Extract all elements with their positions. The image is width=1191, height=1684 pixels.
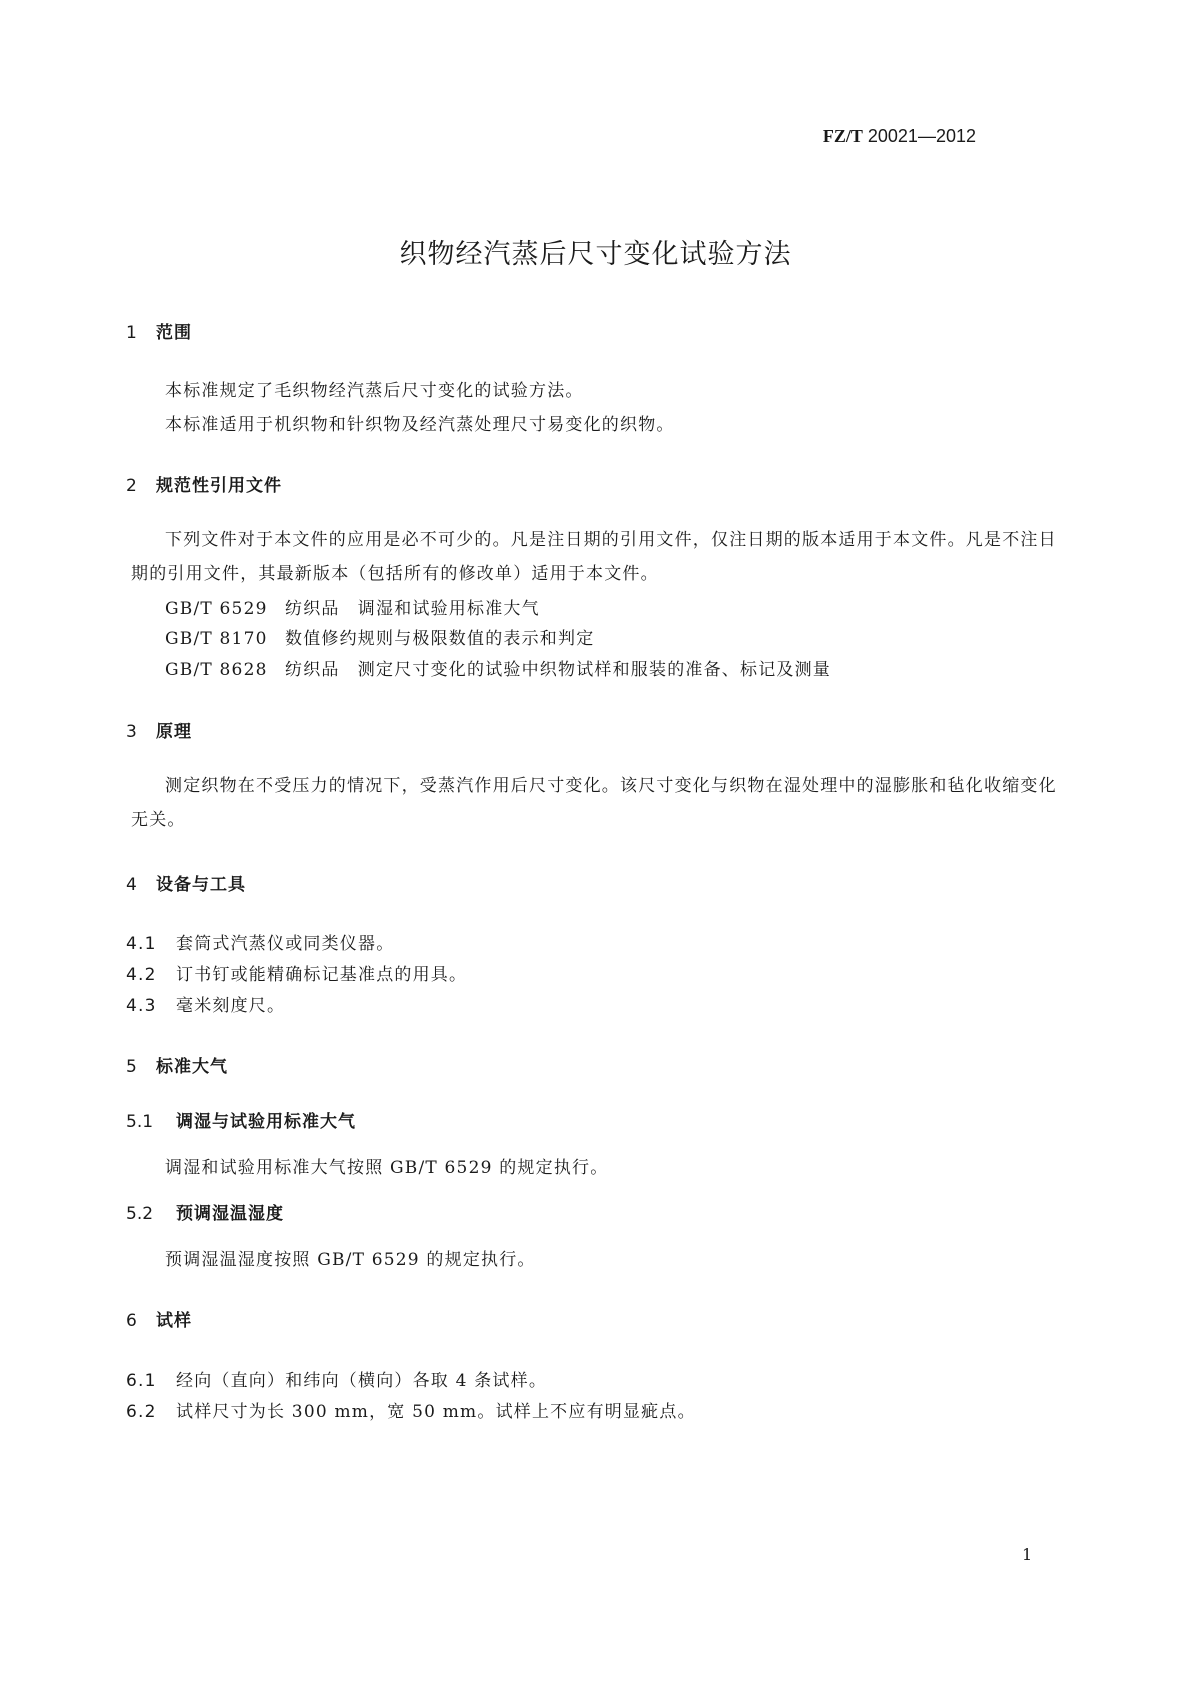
specimen-item: [126, 1397, 696, 1422]
section-3-heading: [126, 717, 192, 742]
reference-title: 纺织品 调湿和试验用标准大气: [285, 599, 540, 619]
equipment-item: [126, 991, 285, 1016]
equipment-item: [126, 929, 394, 954]
scope-paragraph-1: 本标准规定了毛织物经汽蒸后尺寸变化的试验方法。: [165, 381, 584, 401]
section-number: 3: [126, 722, 137, 742]
clause-text: 经向（直向）和纬向（横向）各取 4 条试样。: [176, 1371, 548, 1391]
scope-paragraph-2: 本标准适用于机织物和针织物及经汽蒸处理尺寸易变化的织物。: [165, 415, 675, 435]
standard-code: 20021—2012: [867, 126, 976, 146]
clause-number: 4.2: [126, 965, 157, 985]
reference-item: [165, 594, 540, 619]
section-title: 试样: [156, 1311, 192, 1331]
clause-text: 试样尺寸为长 300 mm，宽 50 mm。试样上不应有明显疵点。: [176, 1402, 696, 1422]
reference-title: 数值修约规则与极限数值的表示和判定: [285, 629, 595, 649]
section-title: 标准大气: [156, 1057, 228, 1077]
clause-number: 4.3: [126, 996, 157, 1016]
reference-code: GB/T 8170: [165, 629, 268, 649]
clause-text: 订书钉或能精确标记基准点的用具。: [176, 965, 468, 985]
page-number: 1: [1022, 1545, 1033, 1564]
section-6-heading: [126, 1306, 192, 1331]
section-1-heading: [126, 318, 192, 343]
standard-number: [823, 126, 976, 147]
subsection-title: 调湿与试验用标准大气: [176, 1112, 356, 1132]
specimen-item: [126, 1366, 547, 1391]
section-title: 设备与工具: [156, 875, 246, 895]
principle-paragraph: 测定织物在不受压力的情况下，受蒸汽作用后尺寸变化。该尺寸变化与织物在湿处理中的湿膨胀和毡化收缩变化无关。: [131, 776, 1057, 830]
section-title: 范围: [156, 323, 192, 343]
document-title: 织物经汽蒸后尺寸变化试验方法: [399, 239, 792, 270]
section-number: 6: [126, 1311, 137, 1331]
section-title: 原理: [156, 722, 192, 742]
subsection-title: 预调湿温湿度: [176, 1204, 284, 1224]
subsection-number: 5.1: [126, 1112, 154, 1132]
clause-text: 套筒式汽蒸仪或同类仪器。: [176, 934, 395, 954]
reference-item: [165, 624, 594, 649]
subsection-5-1-paragraph: 调湿和试验用标准大气按照 GB/T 6529 的规定执行。: [165, 1158, 609, 1178]
section-number: 1: [126, 323, 137, 343]
subsection-5-2-heading: [126, 1199, 284, 1224]
section-5-heading: [126, 1052, 228, 1077]
clause-text: 毫米刻度尺。: [176, 996, 286, 1016]
section-number: 5: [126, 1057, 137, 1077]
section-4-heading: [126, 870, 246, 895]
subsection-number: 5.2: [126, 1204, 154, 1224]
reference-code: GB/T 8628: [165, 660, 268, 680]
equipment-item: [126, 960, 467, 985]
clause-number: 6.1: [126, 1371, 157, 1391]
section-number: 2: [126, 476, 137, 496]
section-title: 规范性引用文件: [156, 476, 282, 496]
reference-title: 纺织品 测定尺寸变化的试验中织物试样和服装的准备、标记及测量: [285, 660, 831, 680]
reference-code: GB/T 6529: [165, 599, 268, 619]
subsection-5-1-heading: [126, 1107, 356, 1132]
subsection-5-2-paragraph: 预调湿温湿度按照 GB/T 6529 的规定执行。: [165, 1250, 536, 1270]
section-2-heading: [126, 471, 282, 496]
clause-number: 4.1: [126, 934, 157, 954]
reference-item: [165, 655, 831, 680]
normative-references-paragraph: 下列文件对于本文件的应用是必不可少的。凡是注日期的引用文件，仅注日期的版本适用于本文件。凡是不注日期的引用文件，其最新版本（包括所有的修改单）适用于本文件。: [131, 530, 1057, 584]
clause-number: 6.2: [126, 1402, 157, 1422]
standard-prefix: FZ/T: [822, 126, 863, 146]
section-number: 4: [126, 875, 137, 895]
